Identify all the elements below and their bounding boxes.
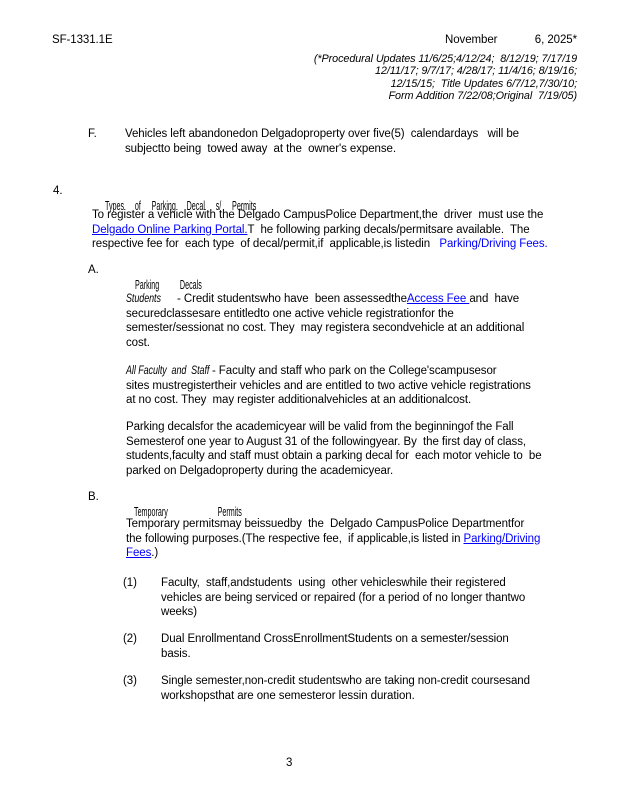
text-line: Single semester,non-credit studentswho are taking non-credit coursesand — [161, 675, 530, 687]
text-line: Faculty, staff,andstudents using other vehicleswhile their registered — [161, 577, 506, 589]
text-line: at no cost. They may register additionalvehicles at an additionalcost. — [126, 394, 472, 406]
text-line: semester/sessionat no cost. They may registera secondvehicle at an additional — [126, 322, 525, 334]
text-line: Semesterof one year to August 31 of the followingyear. By the first day of class, — [126, 435, 526, 448]
page-number: 3 — [286, 757, 293, 769]
section-4-number: 4. — [53, 185, 63, 197]
text-line: workshopsthat are one semesteror lessin duration. — [161, 689, 415, 702]
text-line: weeks) — [161, 606, 197, 618]
faculty-lead-italic: All Faculty and Staff — [126, 365, 210, 377]
text-segment: T he following parking decals/permitsare available. The — [247, 223, 530, 236]
item-f-label: F. — [88, 128, 97, 140]
text-line: Dual Enrollmentand CrossEnrollmentStudents on a semester/session — [161, 633, 509, 645]
list-item-2-number: (2) — [123, 633, 137, 645]
parking-driving-fees-link[interactable]: Parking/Driving Fees. — [439, 238, 548, 250]
text-line: Vehicles left abandonedon Delgadoproperty over five(5) calendardays will be — [125, 128, 519, 140]
list-item-1-number: (1) — [123, 577, 137, 589]
section-4-title-text: Types of Parking Decal s/ Permits — [105, 197, 257, 213]
text-line — [126, 364, 531, 379]
revision-line: 12/15/15; Title Updates 6/7/12,7/30/10; — [390, 77, 577, 90]
text-line: Parking decalsfor the academicyear will be valid from the beginningof the Fall — [126, 421, 514, 433]
text-line: parked on Delgadoproperty during the academicyear. — [126, 464, 394, 477]
revision-line: (*Procedural Updates 11/6/25;4/12/24; 8/12/19; 7/17/19 — [313, 53, 577, 65]
item-a-title-text: Parking Decals — [135, 276, 203, 292]
text-line: basis. — [161, 647, 191, 660]
list-item-3-number: (3) — [123, 675, 137, 687]
revision-history — [314, 53, 577, 103]
text-line: vehicles are being serviced or repaired (for a period of no longer thantwo — [161, 591, 526, 604]
text-line: securedclassesare entitledto one active vehicle registrationfor the — [126, 307, 454, 320]
parking-driving-fees-link-2-cont[interactable]: Fees — [126, 547, 152, 559]
doc-id: SF-1331.1E — [52, 34, 113, 46]
temporary-permits-paragraph — [126, 517, 540, 561]
list-item-1-text — [161, 576, 525, 620]
doc-date: November 6, 2025* — [445, 34, 577, 46]
text-line — [92, 223, 548, 238]
list-item-3-text — [161, 674, 530, 703]
item-b-label: B. — [88, 491, 99, 503]
delgado-online-parking-portal-link[interactable]: Delgado Online Parking Portal. — [92, 223, 248, 236]
item-b-title-text: Temporary Permits — [134, 503, 243, 519]
students-lead-italic: Students — [126, 293, 161, 305]
text-line — [92, 237, 548, 252]
access-fee-link[interactable]: Access Fee — [406, 293, 470, 305]
decal-validity-paragraph — [126, 420, 542, 478]
faculty-staff-paragraph — [126, 364, 531, 408]
text-line: To register a vehicle with the Delgado CampusPolice Department,the driver must use the — [92, 209, 544, 221]
text-line: Temporary permitsmay beissuedby the Delgado CampusPolice Departmentfor — [126, 518, 525, 530]
text-line — [126, 546, 540, 561]
text-segment: - Faculty and staff who park on the College'scampusesor — [208, 365, 497, 377]
revision-line: 12/11/17; 9/7/17; 4/28/17; 11/4/16; 8/19/16; — [375, 65, 577, 78]
text-line: sites mustregistertheir vehicles and are entitled to two active vehicle registrations — [126, 379, 531, 392]
item-a-label: A. — [88, 264, 99, 276]
text-line: cost. — [126, 336, 150, 349]
students-paragraph — [126, 292, 524, 350]
item-f-text — [125, 127, 519, 156]
parking-driving-fees-link-2[interactable]: Parking/Driving — [463, 532, 541, 545]
text-line: subjectto being towed away at the owner's expense. — [125, 142, 396, 155]
text-line: students,faculty and staff must obtain a parking decal for each motor vehicle to be — [126, 450, 542, 462]
text-line — [126, 292, 524, 307]
text-segment: respective fee for each type of decal/permit,if applicable,is listedin — [92, 238, 440, 250]
text-segment: the following purposes.(The respective fee, if applicable,is listed in — [126, 532, 464, 545]
text-segment: - Credit studentswho have been assessedthe — [170, 293, 407, 305]
list-item-2-text — [161, 632, 509, 661]
revision-line: Form Addition 7/22/08;Original 7/19/05) — [388, 90, 577, 103]
text-line — [126, 532, 540, 547]
register-paragraph — [92, 208, 548, 252]
text-segment: and have — [469, 293, 520, 305]
text-segment: .) — [151, 547, 159, 559]
